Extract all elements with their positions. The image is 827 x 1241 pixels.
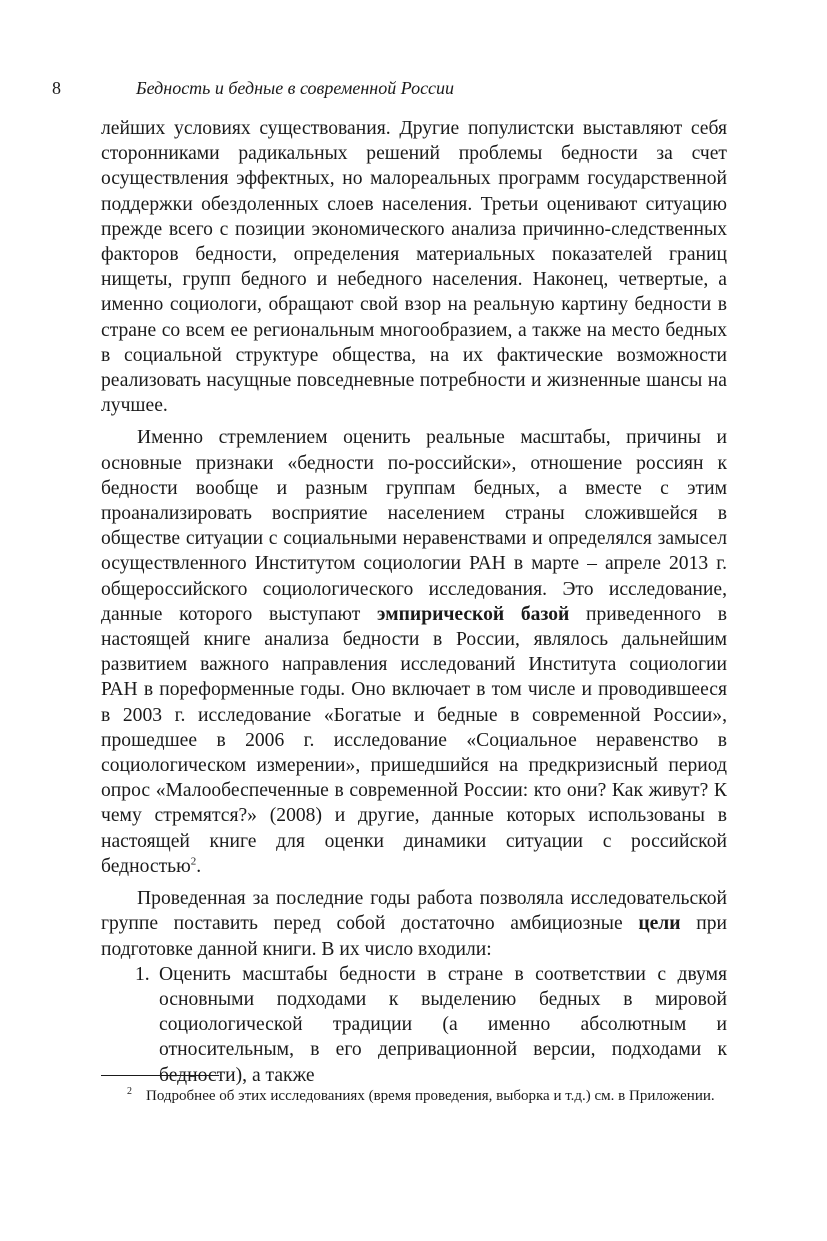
paragraph-1: лейших условиях существования. Другие популистски выставляют себя сторонниками радикальных решений проблемы бедности за счет осуществления эффектных, но малореальных программ государственной поддержки обездоленных слоев населения. Третьи оценивают ситуацию прежде всего с позиции экономического анализа причинно-следственных факторов бедности, определения материальных показателей границ нищеты, групп бедного и небедного населения. Наконец, четвертые, а именно социологи, обращают свой взор на реальную картину бедности в стране со всем ее региональным многообразием, а также на место бедных в социальной структуре общества, на их фактические возможности реализовать насущные повседневные потребности и жизненные шансы на лучшее.	[101, 118, 727, 417]
goals-list	[101, 962, 727, 1088]
paragraph-2-period: .	[196, 855, 202, 877]
paragraph-2-text-start: Именно стремлением оценить реальные масштабы, причины и основные признаки «бедности по-российски», отношение россиян к бедности вообще и разным группам бедных, а вместе с этим проанализировать восприятие населением страны сложившейся в обществе ситуации с социальными неравенствами и определялся замысел осуществленного Институтом социологии РАН в марте – апреле 2013 г. общероссийского социологического исследования. Это исследование, данные которого выступают	[101, 427, 727, 625]
footnote-marker: 2	[127, 1086, 132, 1097]
empirical-base-term: эмпирической базой	[376, 603, 570, 625]
running-title: Бедность и бедные в современной России	[136, 78, 455, 98]
paragraph-3	[101, 886, 727, 962]
paragraph-2	[101, 425, 727, 879]
list-item-text: Оценить масштабы бедности в стране в соответствии с двумя основными подходами к выделению бедных в мировой социологической традиции (а именно абсолютным и относительным, в его депривационной версии, подходами к бедности), а также	[159, 963, 727, 1086]
footnote-reference: 2	[190, 855, 197, 868]
footnote	[101, 1086, 727, 1107]
goals-term: цели	[638, 913, 681, 935]
body-text	[101, 116, 727, 1088]
paragraph-2-text-end: приведенного в настоящей книге анализа бедности в России, являлось дальнейшим развитием важного направления исследований Института социологии РАН в пореформенные годы. Оно включает в том числе и проводившееся в 2003 г. исследование «Богатые и бедные в современной России», прошедшее в 2006 г. исследование «Социальное неравенство в социологическом измерении», пришедшийся на предкризисный период опрос «Малообеспеченные в современной России: кто они? Как живут? К чему стремятся?» (2008) и другие, данные которых использованы в настоящей книге для оценки динамики ситуации с российской бедностью	[101, 603, 728, 877]
list-item	[101, 962, 727, 1088]
list-item-number: 1.	[135, 963, 150, 985]
paragraph-3-text-end: при подготовке данной книги. В их число входили:	[101, 913, 728, 960]
footnote-divider	[101, 1075, 219, 1076]
footnote-text: Подробнее об этих исследованиях (время проведения, выборка и т.д.) см. в Приложении.	[146, 1088, 715, 1104]
running-head	[50, 76, 750, 100]
page-number: 8	[52, 78, 61, 98]
paragraph-3-text-start: Проведенная за последние годы работа позволяла исследовательской группе поставить перед собой достаточно амбициозные	[101, 888, 727, 935]
